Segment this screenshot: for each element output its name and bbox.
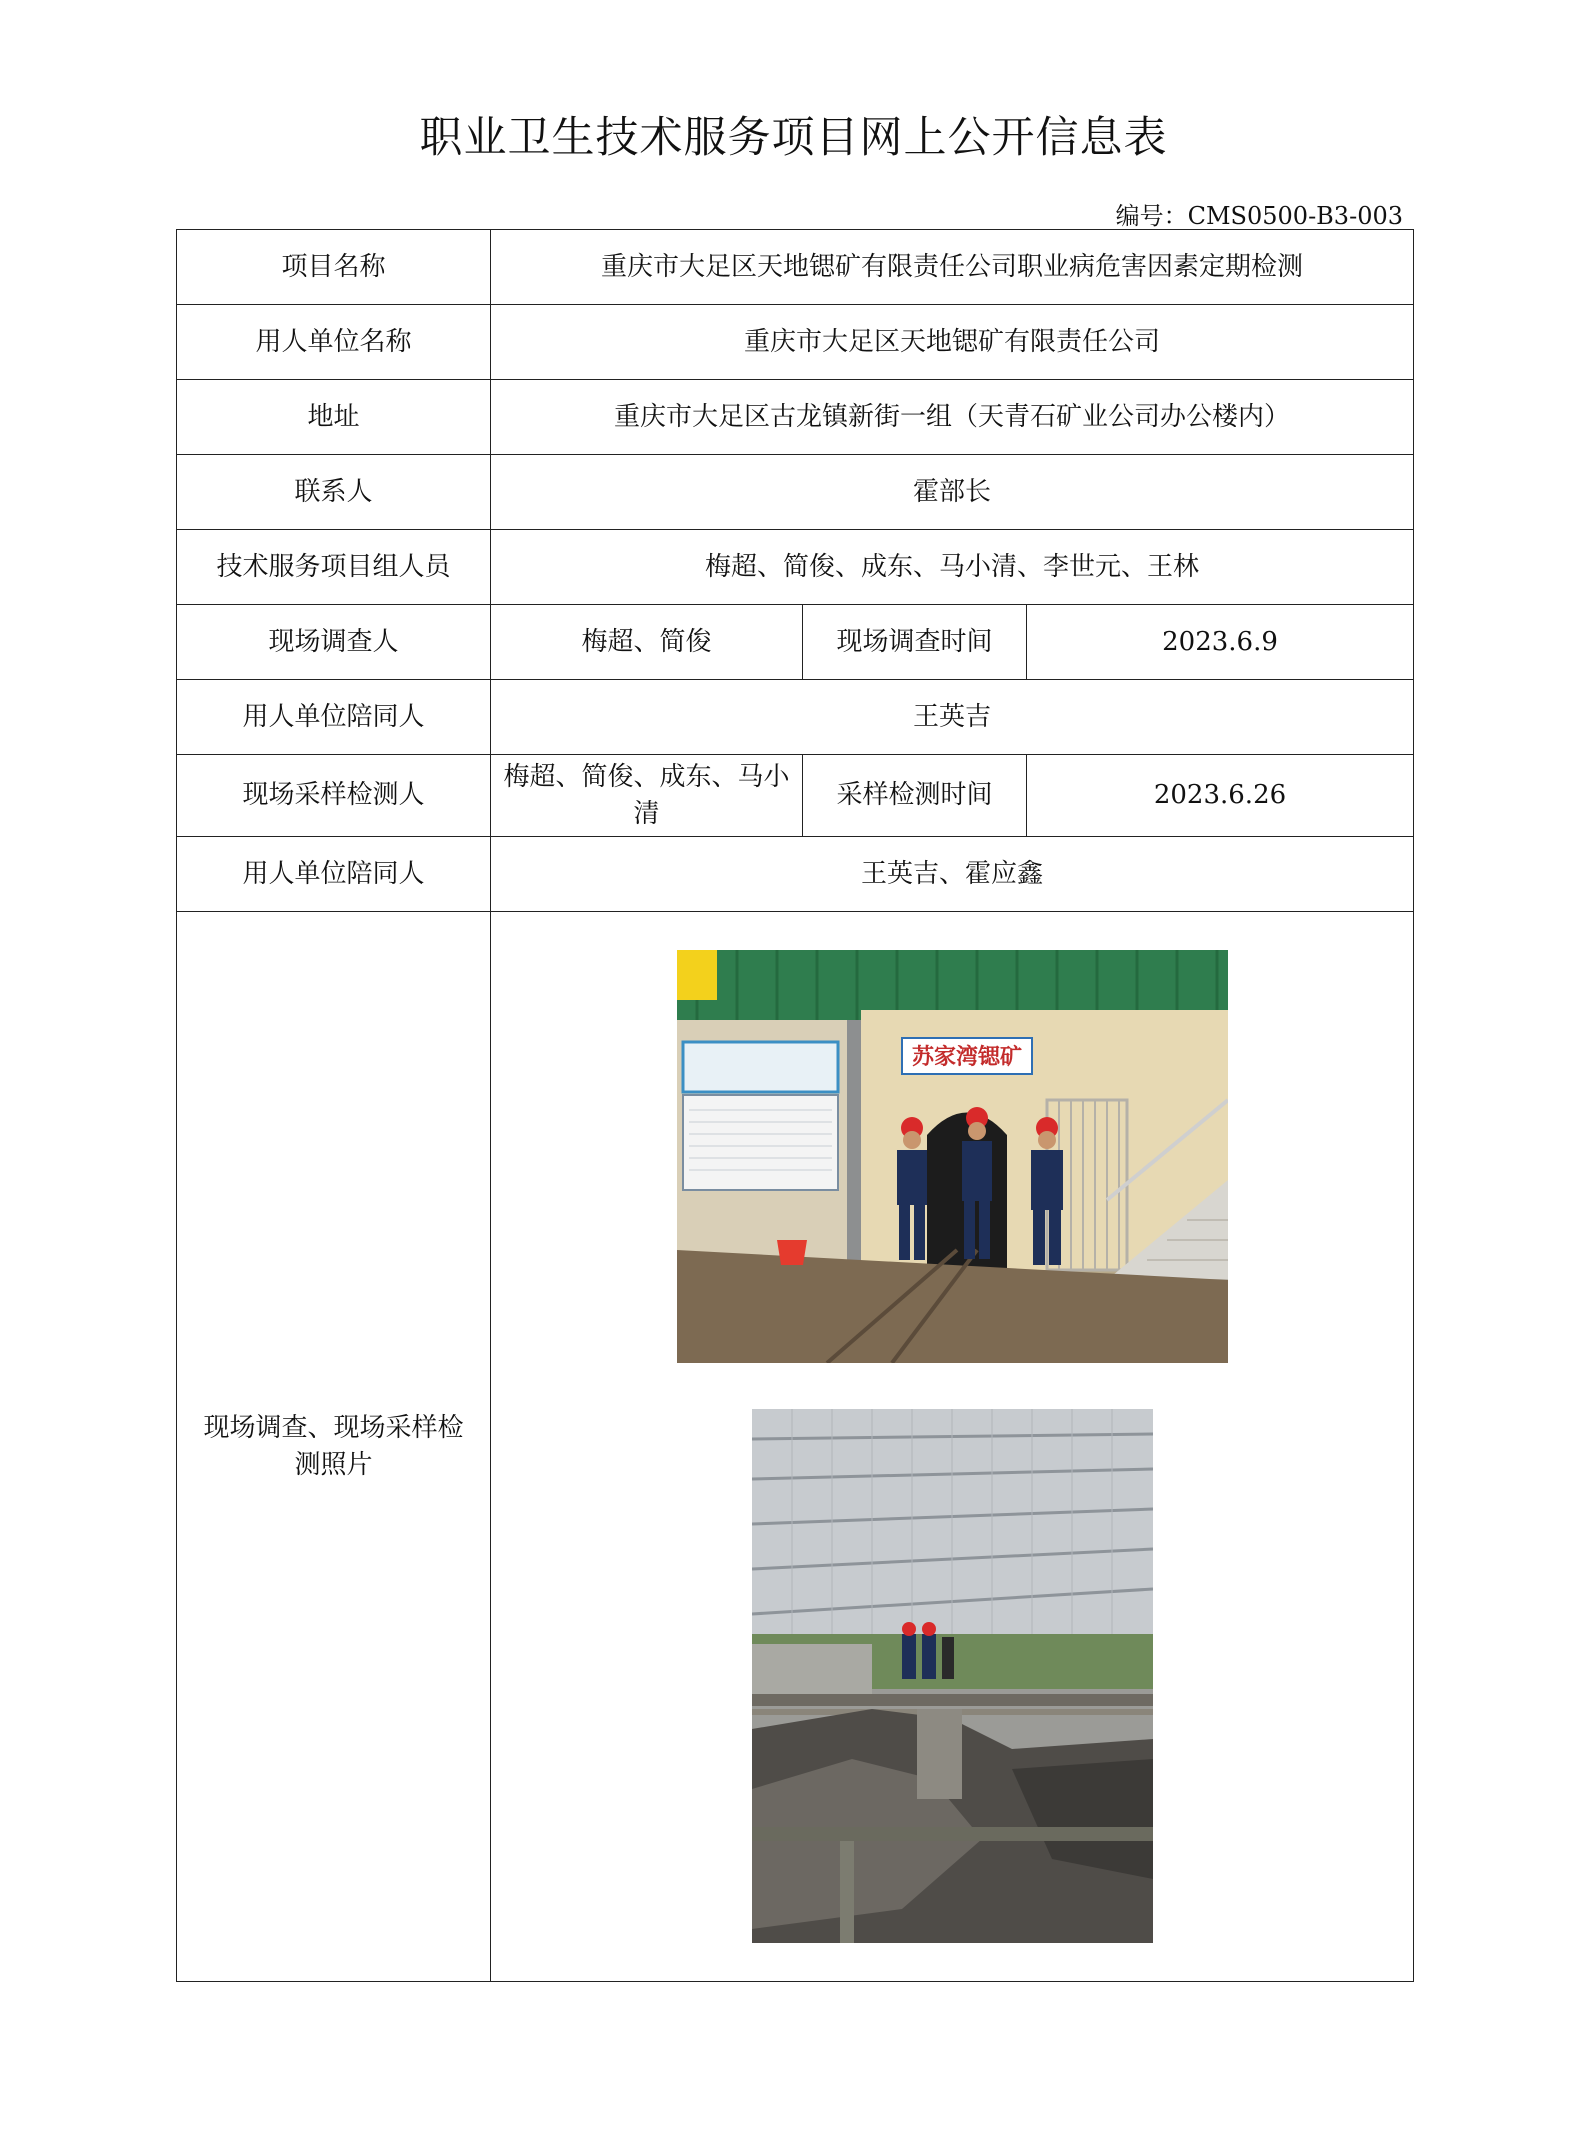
ore-shed-photo <box>752 1409 1153 1943</box>
value-survey-escort: 王英吉 <box>491 680 1414 755</box>
label-employer: 用人单位名称 <box>177 305 491 380</box>
value-sampling-escort: 王英吉、霍应鑫 <box>491 837 1414 912</box>
label-sampling: 现场采样检测人 <box>177 755 491 837</box>
label-survey: 现场调查人 <box>177 605 491 680</box>
value-team: 梅超、简俊、成东、马小清、李世元、王林 <box>491 530 1414 605</box>
mine-entrance-photo <box>677 950 1228 1363</box>
value-address: 重庆市大足区古龙镇新街一组（天青石矿业公司办公楼内） <box>491 380 1414 455</box>
label-sampling-time: 采样检测时间 <box>803 755 1027 837</box>
mine-sign-text: 苏家湾锶矿 <box>911 1045 1022 1070</box>
document-number: 编号：CMS0500-B3-003 <box>1115 202 1403 230</box>
table-row <box>177 230 1414 305</box>
label-survey-escort: 用人单位陪同人 <box>177 680 491 755</box>
table-row <box>177 680 1414 755</box>
worker-figures <box>897 1107 1063 1265</box>
value-project-name: 重庆市大足区天地锶矿有限责任公司职业病危害因素定期检测 <box>491 230 1414 305</box>
value-survey-time: 2023.6.9 <box>1027 605 1414 680</box>
value-employer: 重庆市大足区天地锶矿有限责任公司 <box>491 305 1414 380</box>
label-contact: 联系人 <box>177 455 491 530</box>
label-survey-time: 现场调查时间 <box>803 605 1027 680</box>
value-sampling: 梅超、简俊、成东、马小清 <box>491 755 803 837</box>
table-row <box>177 912 1414 1982</box>
label-team: 技术服务项目组人员 <box>177 530 491 605</box>
value-sampling-time: 2023.6.26 <box>1027 755 1414 837</box>
table-row <box>177 530 1414 605</box>
table-row <box>177 755 1414 837</box>
label-project-name: 项目名称 <box>177 230 491 305</box>
table-row <box>177 305 1414 380</box>
table-row <box>177 455 1414 530</box>
table-row <box>177 605 1414 680</box>
label-address: 地址 <box>177 380 491 455</box>
photos-cell <box>491 912 1414 1982</box>
label-photos: 现场调查、现场采样检测照片 <box>177 912 491 1982</box>
page-title: 职业卫生技术服务项目网上公开信息表 <box>419 113 1168 163</box>
table-row <box>177 837 1414 912</box>
table-row <box>177 380 1414 455</box>
info-table <box>176 229 1414 1982</box>
label-sampling-escort: 用人单位陪同人 <box>177 837 491 912</box>
value-survey: 梅超、简俊 <box>491 605 803 680</box>
value-contact: 霍部长 <box>491 455 1414 530</box>
